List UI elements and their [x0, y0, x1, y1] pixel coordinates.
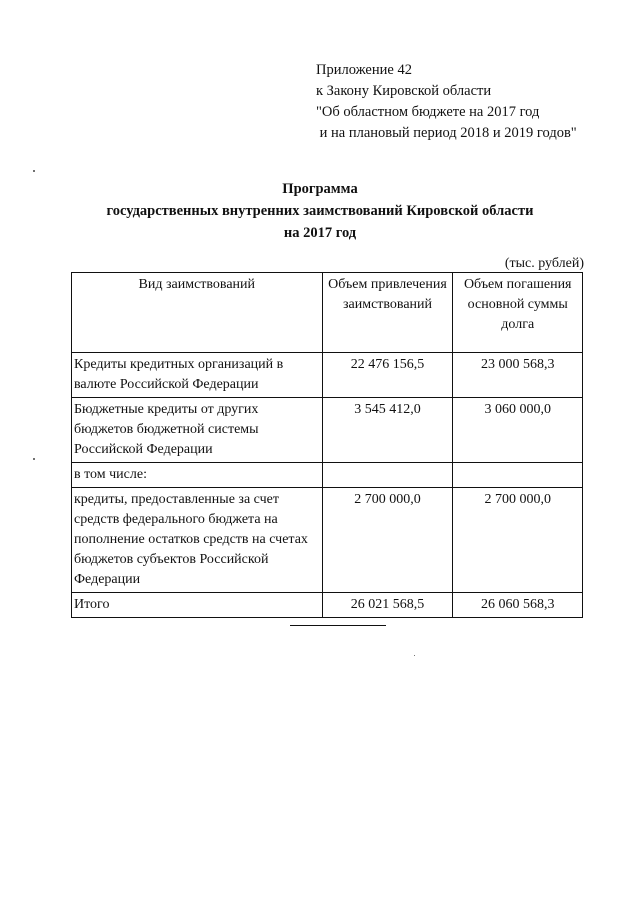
table-row	[72, 398, 583, 463]
appendix-line-1: Приложение 42	[316, 62, 412, 78]
row-name: Кредиты кредитных организаций в валюте Российской Федерации	[72, 353, 323, 398]
end-divider	[290, 625, 386, 626]
scan-speck	[33, 170, 35, 172]
appendix-line-4: и на плановый период 2018 и 2019 годов"	[316, 125, 577, 141]
row-repayment: 26 060 568,3	[453, 593, 583, 618]
row-attraction: 22 476 156,5	[322, 353, 453, 398]
header-repayment-volume: Объем погашения основной суммы долга	[453, 273, 583, 353]
table-header-row	[72, 273, 583, 353]
table-row	[72, 488, 583, 593]
row-attraction: 3 545 412,0	[322, 398, 453, 463]
row-repayment: 23 000 568,3	[453, 353, 583, 398]
row-attraction: 26 021 568,5	[322, 593, 453, 618]
row-name: в том числе:	[72, 463, 323, 488]
row-name: кредиты, предоставленные за счет средств федерального бюджета на пополнение остатков средств на счетах бюджетов субъектов Российской Федерации	[72, 488, 323, 593]
row-name: Итого	[72, 593, 323, 618]
scan-speck	[414, 655, 415, 656]
row-repayment	[453, 463, 583, 488]
row-repayment: 3 060 000,0	[453, 398, 583, 463]
table-row-total	[72, 593, 583, 618]
row-attraction: 2 700 000,0	[322, 488, 453, 593]
row-attraction	[322, 463, 453, 488]
appendix-line-3: "Об областном бюджете на 2017 год	[316, 104, 540, 120]
header-attraction-volume: Объем привлечения заимствований	[322, 273, 453, 353]
document-title	[0, 178, 640, 244]
table-row	[72, 353, 583, 398]
table-row	[72, 463, 583, 488]
row-name: Бюджетные кредиты от других бюджетов бюджетной системы Российской Федерации	[72, 398, 323, 463]
title-line-3: на 2017 год	[283, 225, 357, 241]
borrowing-table	[71, 272, 583, 618]
units-note: (тыс. рублей)	[504, 256, 584, 271]
appendix-line-2: к Закону Кировской области	[316, 83, 492, 99]
title-line-1: Программа	[282, 181, 358, 197]
header-borrowing-type: Вид заимствований	[72, 273, 323, 353]
appendix-header	[316, 60, 577, 144]
row-repayment: 2 700 000,0	[453, 488, 583, 593]
scan-speck	[33, 458, 35, 460]
title-line-2: государственных внутренних заимствований Кировской области	[106, 203, 534, 219]
